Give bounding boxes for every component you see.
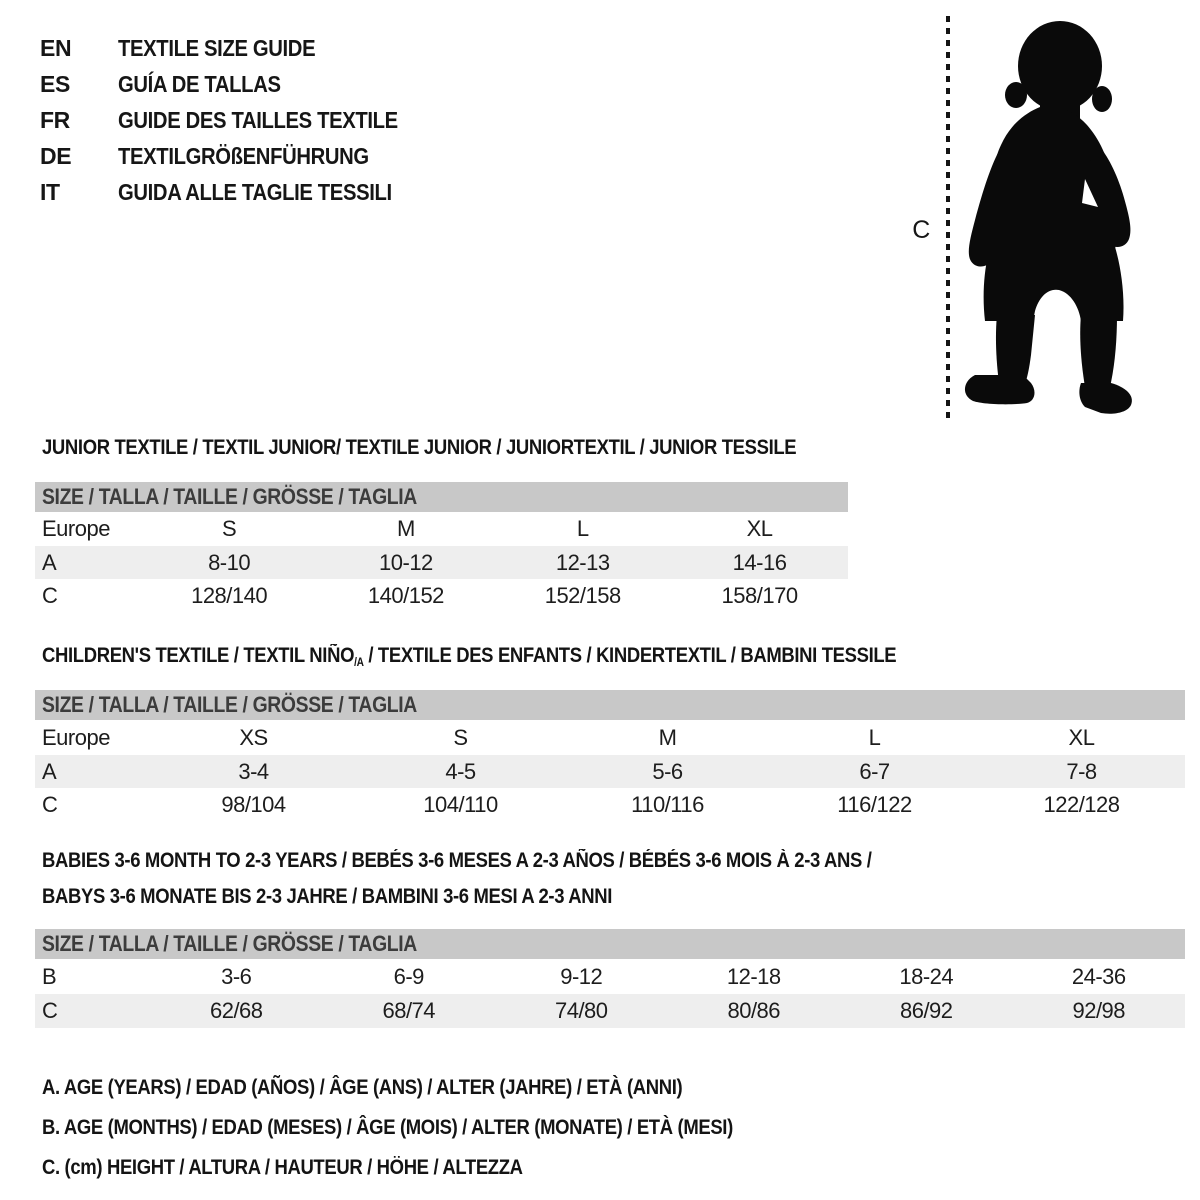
age-cell: 6-7	[771, 755, 978, 788]
legend-text-a: A. AGE (YEARS) / EDAD (AÑOS) / ÂGE (ANS) / ALTER (JAHRE) / ETÀ (ANNI)	[42, 1076, 683, 1099]
age-cell: 4-5	[357, 755, 564, 788]
size-header-label: SIZE / TALLA / TAILLE / GRÖSSE / TAGLIA	[42, 931, 417, 956]
babies-section-title-line2	[42, 885, 690, 909]
height-cell: 86/92	[840, 994, 1013, 1028]
children-title-text	[42, 644, 896, 669]
size-cell: XL	[1068, 724, 1095, 750]
lang-title: GUÍA DE TALLAS	[118, 71, 281, 97]
junior-table	[35, 512, 848, 612]
lang-row-en	[40, 30, 436, 66]
size-cell: S	[453, 724, 468, 750]
children-section-title	[42, 644, 1013, 669]
children-title-sub: /A	[354, 657, 364, 669]
lang-title: TEXTILGRÖßENFÜHRUNG	[118, 143, 369, 169]
height-cell: 80/86	[668, 994, 841, 1028]
junior-section-title	[42, 436, 899, 460]
lang-code: EN	[40, 35, 72, 61]
children-table	[35, 720, 1185, 821]
lang-row-de	[40, 138, 436, 174]
height-cell: 122/128	[1043, 791, 1120, 817]
age-cell: 8-10	[141, 546, 318, 579]
babies-title-line1: BABIES 3-6 MONTH TO 2-3 YEARS / BEBÉS 3-6 MESES A 2-3 AÑOS / BÉBÉS 3-6 MOIS À 2-3 ANS /	[42, 849, 872, 872]
height-cell: 92/98	[1013, 994, 1186, 1028]
table-row-age	[35, 755, 1185, 788]
height-cell: 110/116	[631, 791, 704, 817]
height-cell: 152/158	[544, 582, 621, 608]
lang-code: FR	[40, 107, 70, 133]
children-title-pre: CHILDREN'S TEXTILE / TEXTIL NIÑO	[42, 644, 355, 667]
size-cell: M	[396, 516, 415, 541]
table-row-age	[35, 546, 848, 579]
children-title-post: / TEXTILE DES ENFANTS / KINDERTEXTIL / BAMBINI TESSILE	[363, 644, 897, 667]
row-label: Europe	[42, 516, 110, 541]
age-cell: 12-13	[494, 546, 671, 579]
table-row-height	[35, 788, 1185, 821]
size-cell: XL	[746, 516, 773, 541]
size-header-label: SIZE / TALLA / TAILLE / GRÖSSE / TAGLIA	[42, 484, 417, 509]
junior-size-table	[35, 482, 848, 612]
row-label: A	[35, 546, 141, 579]
table-row-europe	[35, 512, 848, 546]
row-label: A	[35, 755, 150, 788]
lang-title: TEXTILE SIZE GUIDE	[118, 35, 316, 61]
height-cell: 98/104	[221, 791, 286, 817]
lang-row-es	[40, 66, 436, 102]
height-cell: 62/68	[150, 994, 323, 1028]
row-label: C	[35, 994, 150, 1028]
language-title-block	[40, 30, 436, 210]
toddler-silhouette	[955, 14, 1145, 416]
age-cell: 5-6	[564, 755, 771, 788]
legend-text-c: C. (cm) HEIGHT / ALTURA / HAUTEUR / HÖHE / ALTEZZA	[42, 1156, 523, 1179]
size-header-label: SIZE / TALLA / TAILLE / GRÖSSE / TAGLIA	[42, 692, 417, 717]
lang-row-fr	[40, 102, 436, 138]
row-label: Europe	[42, 724, 110, 750]
lang-code: ES	[40, 71, 70, 97]
legend-block	[42, 1068, 827, 1188]
babies-size-table	[35, 929, 1185, 1028]
months-cell: 24-36	[1071, 963, 1126, 989]
row-label: C	[42, 791, 58, 817]
table-row-months	[35, 959, 1185, 994]
size-cell: L	[576, 516, 589, 541]
lang-title: GUIDA ALLE TAGLIE TESSILI	[118, 179, 392, 205]
legend-line-c	[42, 1148, 827, 1188]
size-header-bar	[35, 482, 848, 512]
legend-text-b: B. AGE (MONTHS) / EDAD (MESES) / ÂGE (MOIS) / ALTER (MONATE) / ETÀ (MESI)	[42, 1116, 733, 1139]
height-measure-label: C	[912, 216, 930, 244]
age-cell: 7-8	[978, 755, 1185, 788]
legend-line-a	[42, 1068, 827, 1108]
height-cell: 74/80	[495, 994, 668, 1028]
height-cell: 104/110	[423, 791, 498, 817]
height-cell: 68/74	[323, 994, 496, 1028]
height-cell: 140/152	[367, 582, 444, 608]
size-header-bar	[35, 690, 1185, 720]
lang-row-it	[40, 174, 436, 210]
months-cell: 6-9	[393, 963, 424, 989]
height-cell: 128/140	[191, 582, 268, 608]
lang-title: GUIDE DES TAILLES TEXTILE	[118, 107, 398, 133]
age-cell: 10-12	[318, 546, 495, 579]
table-row-height	[35, 579, 848, 612]
size-header-bar	[35, 929, 1185, 959]
lang-code: DE	[40, 143, 72, 169]
size-cell: M	[658, 724, 677, 750]
age-cell: 14-16	[671, 546, 848, 579]
children-size-table	[35, 690, 1185, 821]
lang-code: IT	[40, 179, 60, 205]
months-cell: 3-6	[221, 963, 252, 989]
babies-title-line2: BABYS 3-6 MONATE BIS 2-3 JAHRE / BAMBINI 3-6 MESI A 2-3 ANNI	[42, 885, 612, 908]
row-label: B	[42, 963, 57, 989]
size-cell: S	[222, 516, 237, 541]
junior-title-text: JUNIOR TEXTILE / TEXTIL JUNIOR/ TEXTILE JUNIOR / JUNIORTEXTIL / JUNIOR TESSILE	[42, 436, 797, 459]
size-cell: L	[868, 724, 881, 750]
legend-line-b	[42, 1108, 827, 1148]
height-cell: 116/122	[837, 791, 912, 817]
size-cell: XS	[239, 724, 268, 750]
height-measure-line	[946, 16, 950, 418]
table-row-height	[35, 994, 1185, 1028]
babies-section-title	[42, 849, 985, 873]
table-row-europe	[35, 720, 1185, 755]
height-cell: 158/170	[721, 582, 798, 608]
row-label: C	[42, 582, 58, 608]
months-cell: 18-24	[899, 963, 954, 989]
age-cell: 3-4	[150, 755, 357, 788]
babies-table	[35, 959, 1185, 1028]
months-cell: 9-12	[560, 963, 603, 989]
months-cell: 12-18	[726, 963, 781, 989]
